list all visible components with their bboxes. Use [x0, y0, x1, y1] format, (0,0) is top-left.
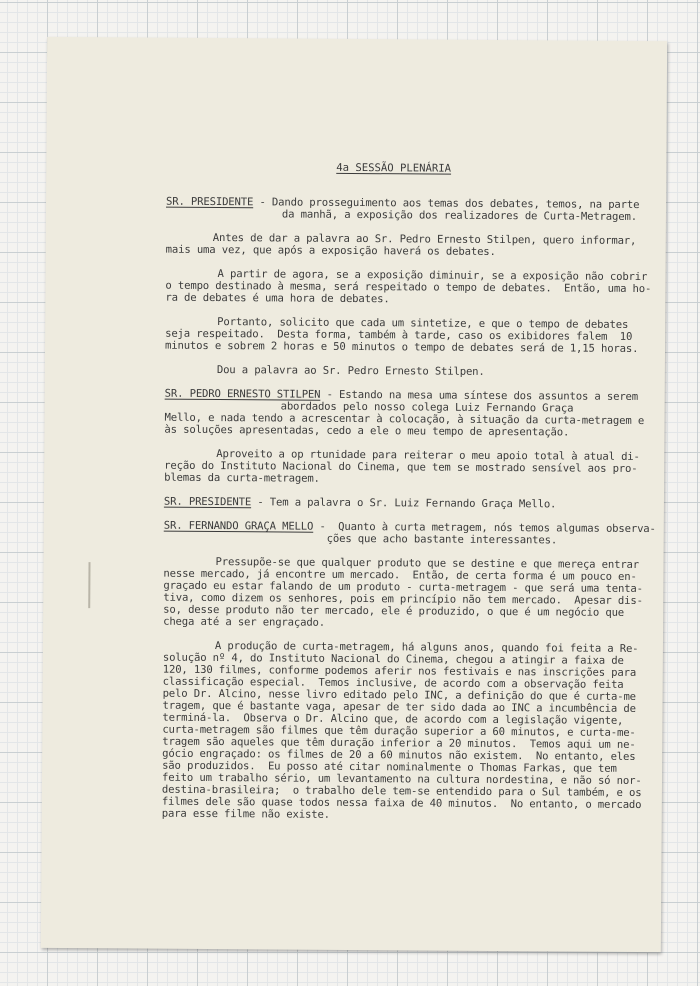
speaker-line — [164, 496, 556, 511]
paragraph-text: tiva, como dizem os senhores, pois em princípio não tem mercado. Apesar dis- — [163, 591, 643, 608]
paragraph-text: ções que acho bastante interessantes. — [326, 532, 558, 547]
paragraph-text: mais uma vez, que após a exposição haverá os debates. — [165, 243, 496, 258]
paragraph-text: da manhã, a exposição dos realizadores de Curta-Metragem. — [281, 208, 637, 223]
paragraph-text: A produção de curta-metragem, há alguns anos, quando foi feita a Re- — [214, 640, 639, 655]
paragraph-text: para esse filme não existe. — [161, 807, 330, 821]
paragraph-text: destina-brasileira; o trabalho dele tem-se entendido para o Sul também, e os — [161, 783, 642, 800]
paragraph-text: graçado eu estar falando de um produto - curta-metragem - que será uma tenta- — [163, 579, 643, 596]
paragraph-text: gócio engraçado: os filmes de 20 a 60 minutos não existem. No entanto, eles — [162, 747, 636, 763]
paragraph-text: são produzidos. Eu posso até citar nominalmente o Thomas Farkas, que tem — [162, 759, 617, 775]
paragraph-text: seja respeitado. Desta forma, também à tarde, caso os exibidores falem 10 — [165, 327, 633, 343]
paragraph-text: tragem são aqueles que têm duração inferior a 20 minutos. Temos aqui um ne- — [162, 735, 636, 751]
paragraph-text: Dou a palavra ao Sr. Pedro Ernesto Stilpen. — [216, 364, 485, 378]
session-title: 4a SESSÃO PLENÁRIA — [336, 161, 452, 175]
paragraph-text: blemas da curta-metragem. — [164, 471, 320, 485]
speaker-name: SR. FERNANDO GRAÇA MELLO — [163, 519, 314, 533]
paragraph-text: - Tem a palavra o Sr. Luiz Fernando Graça Mello. — [251, 496, 557, 511]
paragraph-text: Mello, e nada tendo a acrescentar à colocação, à situação da curta-metragem e — [164, 411, 645, 428]
paragraph-text: Aproveito a op rtunidade para reiterar o meu apoio total à atual di- — [216, 448, 640, 463]
paragraph-text: classificação especial. Temos inclusive, de acordo com a observação feita — [162, 675, 624, 691]
paragraph-text: reção do Instituto Nacional do Cinema, que tem se mostrado sensível aos pro- — [164, 459, 638, 475]
paragraph-text: 120, 130 filmes, conforme podemos aferir nos festivais e nas inscrições para — [162, 663, 637, 679]
speaker-name: SR. PEDRO ERNESTO STILPEN — [164, 387, 321, 401]
paragraph-text: o tempo destinado à mesma, será respeitado o tempo de debates. Então, uma ho- — [165, 279, 652, 296]
paragraph-text: chega até a ser engraçado. — [163, 615, 326, 629]
paragraph-text: Antes de dar a palavra ao Sr. Pedro Ernesto Stilpen, quero informar, — [212, 232, 637, 247]
paragraph-text: Portanto, solicito que cada um sintetize, e que o tempo de debates — [217, 316, 629, 331]
paragraph-text: solução nº 4, do Instituto Nacional do Cinema, chegou a atingir a faixa de — [162, 651, 624, 667]
paragraph-text: feito um trabalho sério, um levantamento na cultura nordestina, e não só nor- — [161, 771, 642, 788]
speaker-name: SR. PRESIDENTE — [165, 195, 254, 209]
paragraph-text: tragem, que é bastante vaga, apesar de ter sido dada ao INC a incumbência de — [162, 699, 636, 715]
paragraph-text: minutos e sobrem 2 horas e 50 minutos o tempo de debates será de 1,15 horas. — [164, 339, 639, 355]
paragraph-text: - Quanto à curta metragem, nós temos algumas observa- — [313, 520, 656, 536]
paragraph-text: curta-metragem são filmes que têm duração superior a 60 minutos, e curta-me- — [162, 723, 636, 739]
document-page — [41, 37, 667, 952]
paragraph-text: nesse mercado, já encontre um mercado. Então, de certa forma é um pouco en- — [163, 567, 637, 583]
speaker-name: SR. PRESIDENTE — [163, 495, 252, 509]
paragraph-text: so, desse produto não ter mercado, ele é produzido, o que é um negócio que — [163, 603, 625, 619]
paragraph-text: pelo Dr. Alcino, nesse livro editado pelo INC, a definição do que é curta-me — [162, 687, 636, 703]
staple-mark — [88, 562, 90, 608]
paragraph-text: A partir de agora, se a exposição diminuir, se a exposição não cobrir — [217, 268, 648, 284]
paragraph-text: às soluções apresentadas, cedo a ele o meu tempo de apresentação. — [164, 423, 570, 439]
paragraph-text: abordados pelo nosso colega Luiz Fernando Graça — [280, 400, 574, 415]
paragraph-text: Pressupõe-se que qualquer produto que se destine e que mereça entrar — [215, 556, 640, 571]
paragraph-text: filmes dele são quase todos nessa faixa de 40 minutos. No entanto, o mercado — [161, 795, 642, 812]
paragraph-text: - Dando prosseguimento aos temas dos debates, temos, na parte — [253, 196, 640, 211]
paragraph-text: ra de debates é uma hora de debates. — [165, 291, 390, 306]
paragraph-text: terminá-la. Observa o Dr. Alcino que, de acordo com a legislação vigente, — [162, 711, 624, 727]
paragraph-text: - Estando na mesa uma síntese dos assuntos a serem — [320, 388, 639, 403]
